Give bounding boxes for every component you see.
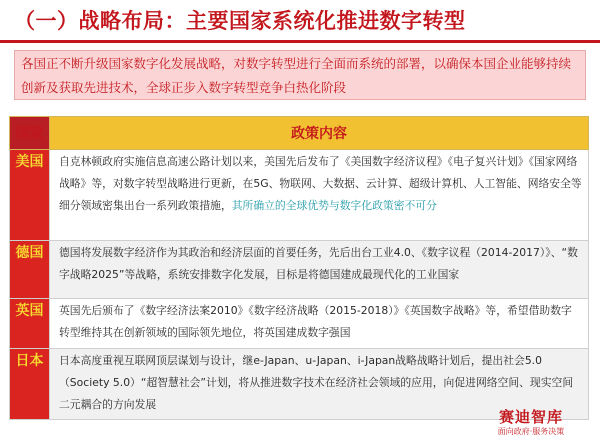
policy-table (9, 116, 589, 420)
country-uk: 英国 (10, 299, 50, 349)
policy-germany: 德国将发展数字经济作为其政治和经济层面的首要任务，先后出台工业4.0、《数字议程（2014-2017）》、“数字战略2025”等战略，系统安排数字化发展，目标是将德国建成最现代化的工业国家 (50, 241, 589, 299)
intro-box: 各国正不断升级国家数字化发展战略，对数字转型进行全面而系统的部署，以确保本国企业能够持续创新及获取先进技术，全球正步入数字转型竞争白热化阶段 (14, 50, 586, 100)
policy-uk: 英国先后颁布了《数字经济法案2010》《数字经济战略（2015-2018）》《英国数字战略》等，希望借助数字转型维持其在创新领域的国际领先地位，将英国建成数字强国 (50, 299, 589, 349)
table-row (10, 299, 589, 349)
country-usa: 美国 (10, 150, 50, 241)
country-germany: 德国 (10, 241, 50, 299)
country-japan: 日本 (10, 349, 50, 420)
watermark-logo (472, 408, 590, 442)
table-row (10, 241, 589, 299)
table-header-row (10, 117, 589, 150)
title-divider (0, 40, 600, 43)
watermark-tagline: 面向政府·服务决策 (497, 427, 565, 436)
policy-usa-highlight: 其所确立的全球优势与数字化政策密不可分 (231, 199, 437, 212)
header-content: 政策内容 (50, 117, 589, 150)
watermark-logo-text: 赛迪智库 (498, 408, 563, 426)
policy-usa (50, 150, 589, 241)
table-row (10, 150, 589, 241)
page-title: （一）战略布局：主要国家系统化推进数字转型 (14, 9, 466, 33)
policy-japan: 日本高度重视互联网顶层谋划与设计，继e-Japan、u-Japan、i-Japan战略战略计划后，提出社会5.0（Society 5.0）“超智慧社会”计划，将从推进数字技术在经济社会领域的应用，向促进网络空间、现实空间二元耦合的方向发展 (50, 349, 589, 420)
policy-usa-text: 自克林顿政府实施信息高速公路计划以来，美国先后发布了《美国数字经济议程》《电子复兴计划》《国家网络战略》等，对数字转型战略进行更新，在5G、物联网、大数据、云计算、超级计算机、人工智能、网络安全等细分领域密集出台一系列政策措施， (59, 155, 582, 212)
header-country: 国家 (10, 117, 50, 150)
